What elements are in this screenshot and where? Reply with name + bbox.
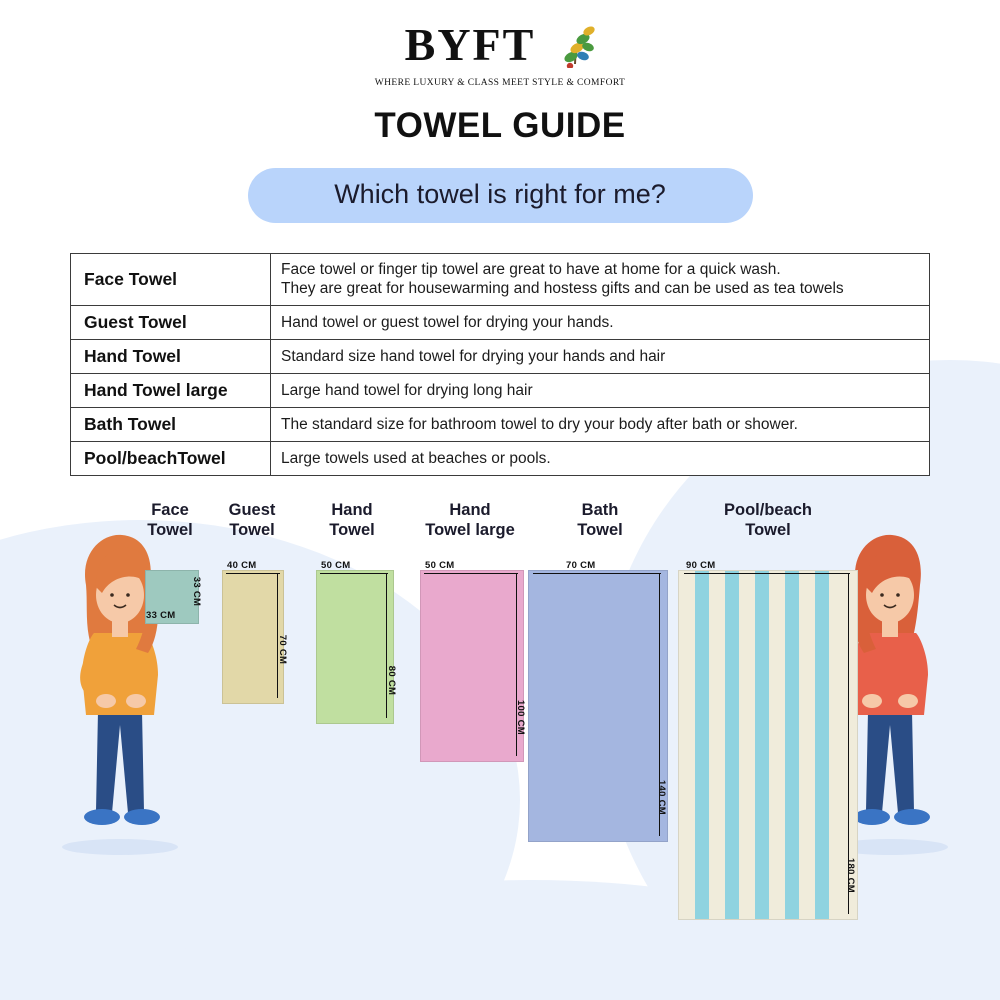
towel-description-cell: Large towels used at beaches or pools.: [281, 449, 551, 467]
towel-swatch-bath: [528, 570, 668, 842]
hand-height-label: 80 CM: [386, 665, 398, 695]
bath-width-label: 70 CM: [566, 559, 596, 571]
hand-large-height-label: 100 CM: [515, 699, 527, 735]
hand-width-tick: [320, 573, 388, 574]
chart-label-hand-towel-large: Hand Towel large: [425, 500, 515, 539]
brand-name: BYFT: [404, 19, 536, 70]
hand-large-width-tick: [424, 573, 518, 574]
brand-tagline: WHERE LUXURY & CLASS MEET STYLE & COMFORT: [374, 78, 626, 88]
pool-height-label: 180 CM: [845, 857, 857, 893]
guest-width-tick: [226, 573, 280, 574]
towel-description-cell: Face towel or finger tip towel are great to have at home for a quick wash. They are great for housewarming and hostess gifts and can be used as tea towels: [281, 261, 844, 298]
table-row: [71, 305, 930, 339]
brand-header: [0, 0, 1000, 88]
towel-stripe: [755, 571, 769, 919]
question-banner: [248, 168, 753, 223]
table-row: [71, 373, 930, 407]
towel-stripe: [725, 571, 739, 919]
hand-width-label: 50 CM: [321, 559, 351, 571]
towel-swatch-hand-large: [420, 570, 527, 762]
towel-name-cell: Pool/beachTowel: [71, 441, 271, 475]
chart-label-pool-beach-towel: Pool/beach Towel: [723, 500, 813, 539]
pool-width-label: 90 CM: [686, 559, 716, 571]
towel-description-table: [70, 253, 930, 476]
towel-name-cell: Bath Towel: [71, 407, 271, 441]
towel-name-cell: Face Towel: [71, 254, 271, 306]
towel-size-chart: [0, 490, 1000, 920]
question-text: Which towel is right for me?: [334, 179, 666, 209]
towel-description-cell: Hand towel or guest towel for drying your hands.: [281, 313, 614, 331]
towel-name-cell: Guest Towel: [71, 305, 271, 339]
towel-stripe: [785, 571, 799, 919]
guest-width-label: 40 CM: [227, 559, 257, 571]
face-width-label: 33 CM: [146, 609, 176, 621]
guest-height-label: 70 CM: [277, 634, 289, 664]
bath-width-tick: [533, 573, 661, 574]
pool-width-tick: [684, 573, 850, 574]
towel-stripe: [815, 571, 829, 919]
hand-large-width-label: 50 CM: [425, 559, 455, 571]
chart-label-guest-towel: Guest Towel: [228, 500, 276, 539]
table-row: [71, 407, 930, 441]
towel-description-cell: The standard size for bathroom towel to dry your body after bath or shower.: [281, 415, 798, 433]
chart-label-hand-towel: Hand Towel: [329, 500, 375, 539]
page-title: TOWEL GUIDE: [374, 106, 626, 145]
towel-name-cell: Hand Towel large: [71, 373, 271, 407]
leaf-sprig-icon: [541, 24, 595, 73]
face-height-label: 33 CM: [191, 576, 203, 606]
towel-swatch-hand: [316, 570, 394, 724]
table-row: [71, 254, 930, 306]
towel-name-cell: Hand Towel: [71, 339, 271, 373]
bath-height-label: 140 CM: [656, 779, 668, 815]
chart-label-bath-towel: Bath Towel: [577, 500, 623, 539]
towel-description-cell: Standard size hand towel for drying your hands and hair: [281, 347, 666, 365]
towel-description-cell: Large hand towel for drying long hair: [281, 381, 533, 399]
towel-swatch-pool-beach: [678, 570, 858, 920]
table-row: [71, 339, 930, 373]
table-row: [71, 441, 930, 475]
towel-swatch-guest: [222, 570, 284, 704]
chart-label-face-towel: Face Towel: [147, 500, 193, 539]
hand-height-tick: [386, 574, 387, 718]
towel-stripe: [695, 571, 709, 919]
